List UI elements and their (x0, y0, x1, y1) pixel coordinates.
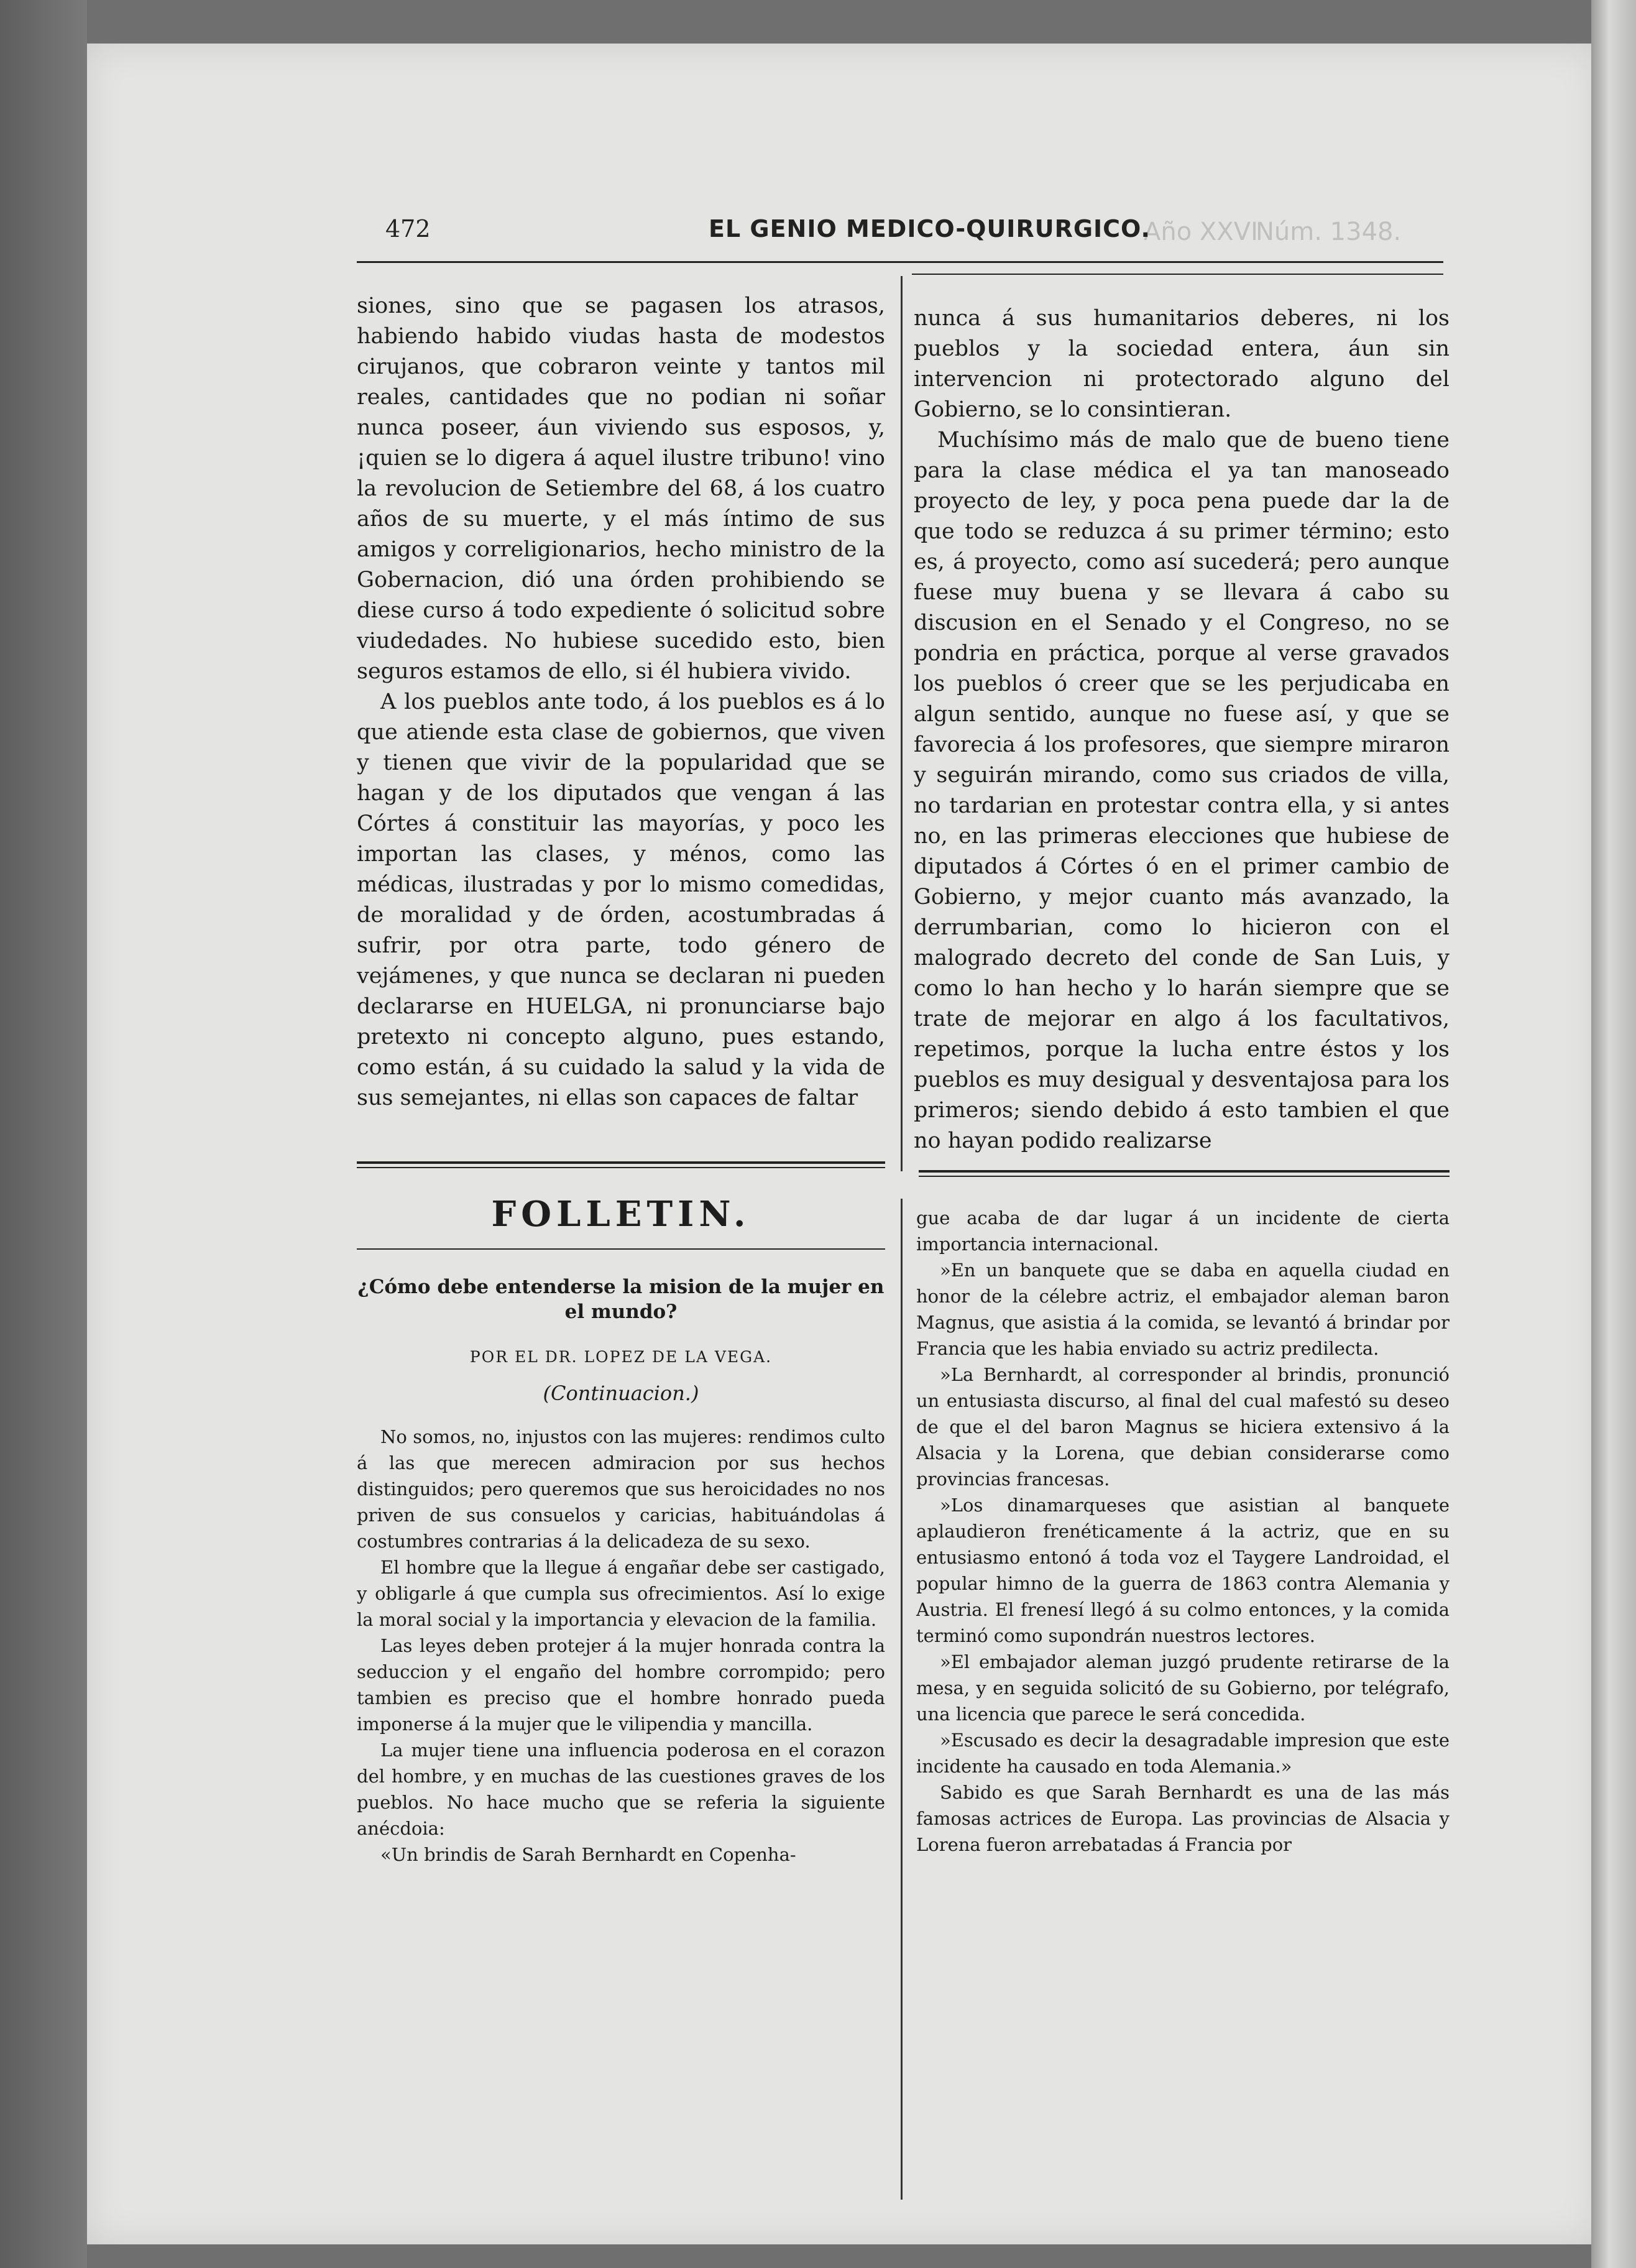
bleed-through-left: Año XXVI (1144, 218, 1258, 246)
col4-paragraph-6: »Escusado es decir la desagradable impresion que este incidente ha causado en toda Alemania.» (916, 1730, 1450, 1777)
column-2 (914, 303, 1450, 1156)
feuilleton-rule-top-left-2 (357, 1167, 885, 1168)
page-number: 472 (385, 215, 431, 242)
lower-column-divider (901, 1199, 903, 2200)
col3-paragraph-2: El hombre que la llegue á engañar debe ser castigado, y obligarle á que cumpla sus ofrecimientos. Así lo exige la moral social y la importancia y elevacion de la familia. (357, 1557, 885, 1630)
col2-paragraph-2: Muchísimo más de malo que de bueno tiene para la clase médica el ya tan manoseado proyecto de ley, y poca pena puede dar la de que todo se reduzca á su primer término; esto es, á proyecto, como así sucederá; pero aunque fuese muy buena y se llevara á cabo su discusion en el Senado y el Congreso, no se pondria en práctica, porque al verse gravados los pueblos ó creer que se les perjudicaba en algun sentido, aunque no fuese así, y que se favorecia á los profesores, que siempre miraron y seguirán mirando, como sus criados de villa, no tardarian en protestar contra ella, y si antes no, en las primeras elecciones que hubiese de diputados á Córtes ó en el primer cambio de Gobierno, y mejor cuanto más avanzado, la derrumbarian, como lo hicieron con el malogrado decreto del conde de San Luis, y como lo han hecho y lo harán siempre que se trate de mejorar en algo á los facultativos, repetimos, porque la lucha entre éstos y los pueblos es muy desigual y desventajosa para los primeros; siendo debido á esto tambien el que no hayan podido realizarse (914, 428, 1450, 1153)
upper-column-divider (901, 276, 903, 1171)
feuilleton-continuation: (Continuacion.) (543, 1381, 699, 1405)
header-rule (357, 261, 1443, 263)
feuilleton-title: FOLLETIN. (491, 1194, 751, 1235)
col3-paragraph-1: No somos, no, injustos con las mujeres: rendimos culto á las que merecen admiracion por sus hechos distinguidos; pero queremos que sus heroicidades no nos priven de sus consuelos y caricias, habituándolas á costumbres contrarias á la delicadeza de su sexo. (357, 1426, 885, 1552)
next-page-edge (1591, 0, 1636, 2268)
feuilleton-rule-top-right-2 (919, 1176, 1450, 1177)
column-3 (357, 1424, 885, 1868)
col1-paragraph-2: A los pueblos ante todo, á los pueblos es á lo que atiende esta clase de gobiernos, que viven y tienen que vivir de la popularidad que se hagan y de los diputados que vengan á las Córtes á constituir las mayorías, y poco les importan las clases, y ménos, como las médicas, ilustradas y por lo mismo comedidas, de moralidad y de órden, acostumbradas á sufrir, por otra parte, todo género de vejámenes, y que nunca se declaran ni pueden declararse en HUELGA, ni pronunciarse bajo pretexto ni concepto alguno, pues estando, como están, á su cuidado la salud y la vida de sus semejantes, ni ellas son capaces de faltar (357, 689, 885, 1110)
scan-left-background (0, 0, 87, 2268)
col4-paragraph-7: Sabido es que Sarah Bernhardt es una de las más famosas actrices de Europa. Las provincias de Alsacia y Lorena fueron arrebatadas á Francia por (916, 1782, 1450, 1855)
feuilleton-author: POR EL DR. LOPEZ DE LA VEGA. (469, 1348, 773, 1366)
col4-paragraph-3: »La Bernhardt, al corresponder al brindis, pronunció un entusiasta discurso, al final del cual mafestó su deseo de que el del baron Magnus se hiciera extensivo á la Alsacia y la Lorena, que debian considerarse como provincias francesas. (916, 1364, 1450, 1490)
bleed-through-right: Núm. 1348. (1256, 218, 1402, 246)
feuilleton-title-rule (357, 1248, 885, 1250)
feuilleton-subtitle: ¿Cómo debe entenderse la mision de la mujer en el mundo? (357, 1276, 885, 1323)
col4-paragraph-5: »El embajador aleman juzgó prudente retirarse de la mesa, y en seguida solicitó de su Gobierno, por telégrafo, una licencia que parece le será concedida. (916, 1651, 1450, 1725)
col4-paragraph-1: gue acaba de dar lugar á un incidente de cierta importancia internacional. (916, 1207, 1450, 1255)
col2-paragraph-1: nunca á sus humanitarios deberes, ni los pueblos y la sociedad entera, áun sin intervencion ni protectorado alguno del Gobierno, se lo consintieran. (914, 306, 1450, 422)
col4-paragraph-2: »En un banquete que se daba en aquella ciudad en honor de la célebre actriz, el embajador aleman baron Magnus, que asistia á la comida, se levantó á brindar por Francia que les habia enviado su actriz predilecta. (916, 1260, 1450, 1359)
journal-title: EL GENIO MEDICO-QUIRURGICO. (709, 215, 1151, 242)
col3-paragraph-3: Las leyes deben protejer á la mujer honrada contra la seduccion y el engaño del hombre corrompido; pero tambien es preciso que el hombre honrado pueda imponerse á la mujer que le vilipendia y mancilla. (357, 1635, 885, 1735)
column-4 (916, 1205, 1450, 1858)
col1-paragraph-1: siones, sino que se pagasen los atrasos, habiendo habido viudas hasta de modestos cirujanos, que cobraron veinte y tantos mil reales, cantidades que no podian ni soñar nunca poseer, áun viviendo sus esposos, y, ¡quien se lo digera á aquel ilustre tribuno! vino la revolucion de Setiembre del 68, á los cuatro años de su muerte, y el más íntimo de sus amigos y correligionarios, hecho ministro de la Gobernacion, dió una órden prohibiendo se diese curso á todo expediente ó solicitud sobre viudedades. No hubiese sucedido esto, bien seguros estamos de ello, si él hubiera vivido. (357, 293, 885, 684)
feuilleton-rule-top-right (919, 1170, 1450, 1173)
column-top-rule (912, 274, 1443, 275)
col3-paragraph-4: La mujer tiene una influencia poderosa en el corazon del hombre, y en muchas de las cuestiones graves de los pueblos. No hace mucho que se referia la siguiente anécdoia: (357, 1740, 885, 1839)
col3-paragraph-5: «Un brindis de Sarah Bernhardt en Copenha- (380, 1844, 796, 1865)
column-1 (357, 291, 885, 1113)
feuilleton-rule-top-left (357, 1161, 885, 1164)
col4-paragraph-4: »Los dinamarqueses que asistian al banquete aplaudieron frenéticamente á la actriz, que en su entusiasmo entonó á toda voz el Taygere Landroidad, el popular himno de la guerra de 1863 contra Alemania y Austria. El frenesí llegó á su colmo entonces, y la comida terminó como supondrán nuestros lectores. (916, 1495, 1450, 1646)
